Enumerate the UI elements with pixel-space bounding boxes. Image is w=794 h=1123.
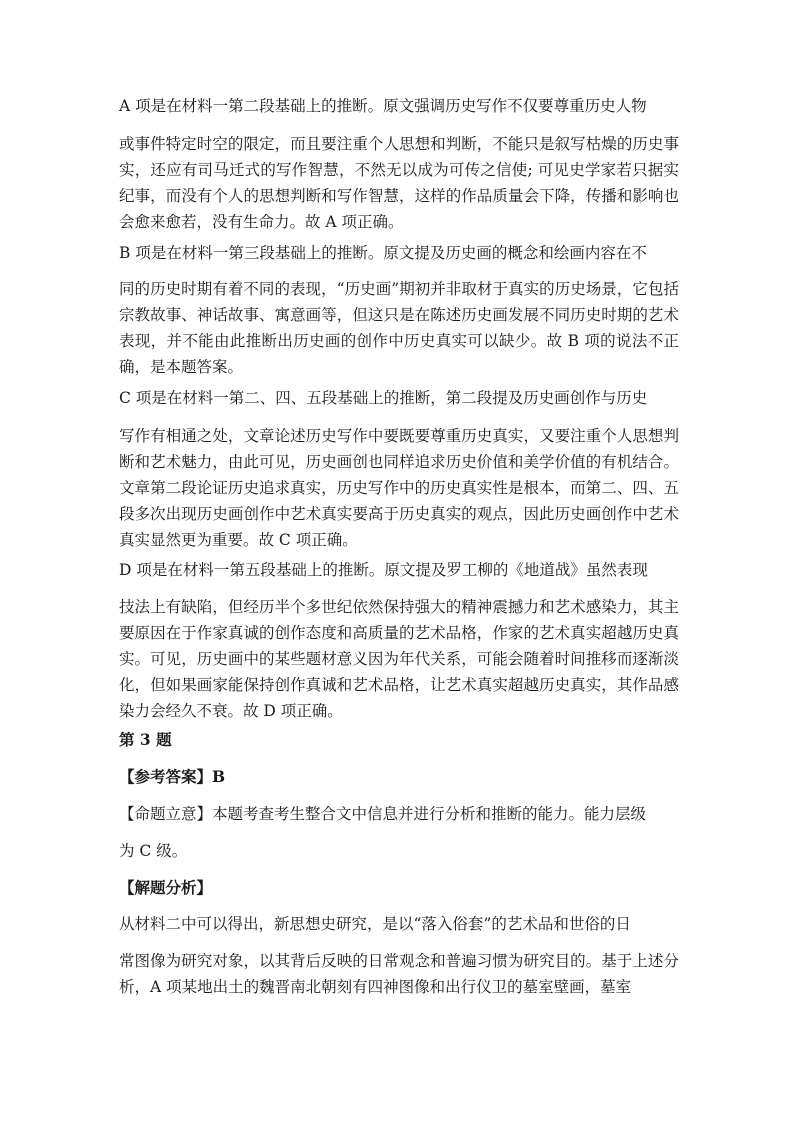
option-b-first-line: B 项是在材料一第三段基础上的推断。原文提及历史画的概念和绘画内容在不 xyxy=(119,244,647,262)
option-a-body: 或事件特定时空的限定，而且要注重个人思想和判断，不能只是叙写枯燥的历史事实，还应有司马迁式的写作智慧，不然无以成为可传之信使; 可见史学家若只据实纪事，而没有个人的思想判断和写作智慧，这样的作品质量会下降，传播和影响也会愈来愈若，没有生命力。故 A 项正确。 xyxy=(119,135,679,231)
reference-answer: 【参考答案】B xyxy=(119,767,226,786)
analysis-heading: 【解题分析】 xyxy=(119,878,213,897)
intent-body: 为 C 级。 xyxy=(119,842,188,860)
option-a-first-line: A 项是在材料一第二段基础上的推断。原文强调历史写作不仅要尊重历史人物 xyxy=(119,97,647,115)
option-b-body: 同的历史时期有着不同的表现，“历史画”期初并非取材于真实的历史场景，它包括宗教故事、神话故事、寓意画等，但这只是在陈述历史画发展不同历史时期的艺术表现，并不能由此推断出历史画的创作中历史真实可以缺少。故 B 项的说法不正确，是本题答案。 xyxy=(119,280,679,376)
analysis-body: 常图像为研究对象，以其背后反映的日常观念和普遍习惯为研究目的。基于上述分析，A 项某地出土的魏晋南北朝刻有四神图像和出行仪卫的墓室壁画，墓室 xyxy=(119,952,679,996)
intent-first-line: 【命题立意】本题考查考生整合文中信息并进行分析和推断的能力。能力层级 xyxy=(119,805,647,823)
option-c-body: 写作有相通之处，文章论述历史写作中要既要尊重历史真实，又要注重个人思想判断和艺术魅力，由此可见，历史画创也同样追求历史价值和美学价值的有机结合。文章第二段论证历史追求真实，历史写作中的历史真实性是根本，而第二、四、五段多次出现历史画创作中艺术真实要高于历史真实的观点，因此历史画创作中艺术真实显然更为重要。故 C 项正确。 xyxy=(119,427,679,549)
analysis-first-line: 从材料二中可以得出，新思想史研究，是以“落入俗套”的艺术品和世俗的日 xyxy=(119,915,631,933)
option-d-body: 技法上有缺陷，但经历半个多世纪依然保持强大的精神震撼力和艺术感染力，其主要原因在于作家真诚的创作态度和高质量的艺术品格，作家的艺术真实超越历史真实。可见，历史画中的某些题材意义因为年代关系，可能会随着时间推移而逐渐淡化，但如果画家能保持创作真诚和艺术品格，让艺术真实超越历史真实，其作品感染力会经久不衰。故 D 项正确。 xyxy=(119,598,679,720)
option-c-first-line: C 项是在材料一第二、四、五段基础上的推断，第二段提及历史画创作与历史 xyxy=(119,389,648,407)
option-d-first-line: D 项是在材料一第五段基础上的推断。原文提及罗工柳的《地道战》虽然表现 xyxy=(119,561,648,579)
question-3-heading: 第 3 题 xyxy=(119,730,172,749)
